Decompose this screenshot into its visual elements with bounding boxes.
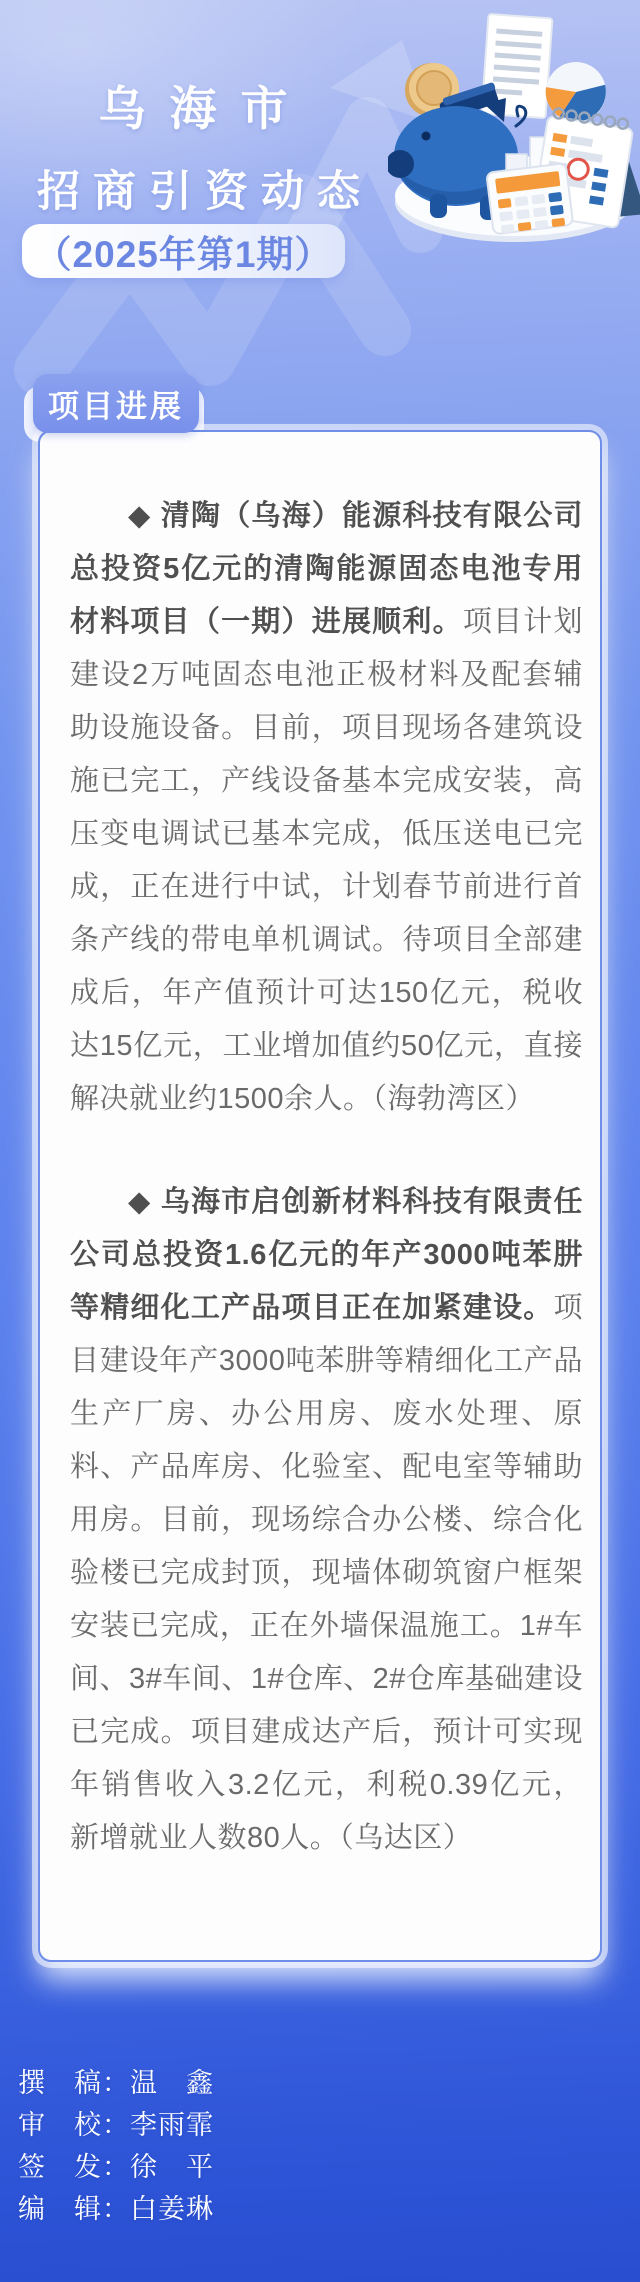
credit-writer: 撰 稿：温 鑫 <box>18 2068 214 2098</box>
credit-reviewer: 审 校：李雨霏 <box>18 2110 214 2140</box>
sub-title: 招商引资动态 <box>37 168 373 216</box>
main-title: 乌海市 <box>98 82 312 135</box>
credit-issuer: 签 发：徐 平 <box>18 2152 214 2182</box>
finance-illustration <box>388 6 640 244</box>
issue-badge: （2025年第1期） <box>22 224 345 278</box>
footer-credits <box>18 2062 214 2230</box>
article-project-1: ◆ 清陶（乌海）能源科技有限公司总投资5亿元的清陶能源固态电池专用材料项目（一期）进展顺利。项目计划建设2万吨固态电池正极材料及配套辅助设施设备。目前，项目现场各建筑设施已完工，产线设备基本完成安装，高压变电调试已基本完成，低压送电已完成，正在进行中试，计划春节前进行首条产线的带电单机调试。待项目全部建成后，年产值预计可达150亿元，税收达15亿元，工业增加值约50亿元，直接解决就业约1500余人。（海勃湾区） <box>70 500 583 1115</box>
section-badge: 项目进展 <box>33 374 199 433</box>
content-card <box>38 430 602 1962</box>
article-project-2: ◆ 乌海市启创新材料科技有限责任公司总投资1.6亿元的年产3000吨苯肼等精细化工产品项目正在加紧建设。项目建设年产3000吨苯肼等精细化工产品生产厂房、办公用房、废水处理、原料、产品库房、化验室、配电室等辅助用房。目前，现场综合办公楼、综合化验楼已完成封顶，现墙体砌筑窗户框架安装已完成，正在外墙保温施工。1#车间、3#车间、1#仓库、2#仓库基础建设已完成。项目建成达产后，预计可实现年销售收入3.2亿元，利税0.39亿元，新增就业人数80人。（乌达区） <box>70 1186 583 1854</box>
calculator-icon <box>486 163 573 234</box>
credit-editor: 编 辑：白姜琳 <box>18 2194 214 2224</box>
